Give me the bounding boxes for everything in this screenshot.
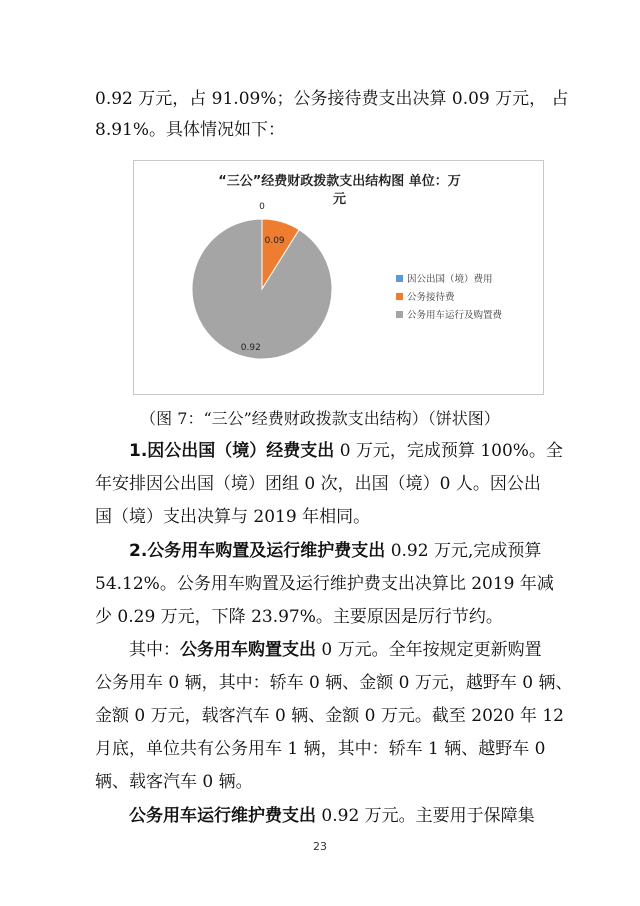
- section1-line-1-rest: 0 万元，完成预算 100%。全: [334, 441, 563, 461]
- section3-line-1-rest: 0 万元。全年按规定更新购置: [316, 640, 542, 660]
- section3-line-1: [129, 638, 542, 662]
- legend-item-vehicle: [396, 305, 502, 323]
- legend-label-vehicle: 公务用车运行及购置费: [407, 310, 503, 321]
- section1-heading: 1.因公出国（境）经费支出: [129, 441, 335, 461]
- section3-line-4: 月底，单位共有公务用车 1 辆，其中：轿车 1 辆、越野车 0: [95, 739, 546, 759]
- section3-line-3: 金额 0 万元，载客汽车 0 辆、金额 0 万元。截至 2020 年 12: [95, 706, 564, 726]
- data-label-vehicle: 0.92: [240, 343, 261, 354]
- section3-lead: 其中：: [129, 640, 180, 660]
- legend-swatch-vehicle: [396, 311, 403, 318]
- section2-line-1-rest: 0.92 万元,完成预算: [385, 541, 542, 561]
- section4-line-1-rest: 0.92 万元。主要用于保障集: [316, 806, 535, 826]
- page-number: 23: [313, 840, 327, 853]
- figure-caption: （图 7：“三公”经费财政拨款支出结构）（饼状图）: [140, 409, 500, 428]
- section3-line-2: 公务用车 0 辆，其中：轿车 0 辆、金额 0 万元，越野车 0 辆、: [95, 673, 573, 693]
- chart-title-line-1: “三公”经费财政拨款支出结构图 单位：万: [218, 174, 461, 189]
- section3-heading: 公务用车购置支出: [180, 640, 316, 660]
- section1-line-3: 国（境）支出决算与 2019 年相同。: [95, 507, 371, 527]
- chart-title-line-2: 元: [332, 192, 346, 207]
- legend-item-reception: [396, 287, 502, 305]
- pie-chart: [133, 160, 544, 395]
- section4-line-1: [129, 804, 535, 828]
- section2-heading: 2.公务用车购置及运行维护费支出: [129, 541, 386, 561]
- legend-item-overseas: [396, 269, 502, 287]
- legend-swatch-overseas: [396, 275, 403, 282]
- intro-line-1: 0.92 万元，占 91.09%；公务接待费支出决算 0.09 万元， 占: [95, 89, 569, 109]
- data-label-overseas: 0: [259, 202, 265, 212]
- pie-slice-vehicle: [192, 219, 332, 359]
- intro-line-2: 8.91%。具体情况如下：: [95, 120, 286, 140]
- section4-heading: 公务用车运行维护费支出: [129, 806, 316, 826]
- chart-legend: [396, 269, 502, 323]
- data-label-reception: 0.09: [264, 235, 285, 246]
- legend-swatch-reception: [396, 293, 403, 300]
- section2-line-3: 少 0.29 万元，下降 23.97%。主要原因是厉行节约。: [95, 607, 503, 627]
- legend-label-reception: 公务接待费: [407, 292, 455, 303]
- section1-line-1: [129, 439, 563, 463]
- section3-line-5: 辆、载客汽车 0 辆。: [95, 772, 253, 792]
- section2-line-1: [129, 539, 541, 563]
- section2-line-2: 54.12%。公务用车购置及运行维护费支出决算比 2019 年减: [95, 574, 554, 594]
- section1-line-2: 年安排因公出国（境）团组 0 次，出国（境）0 人。因公出: [95, 474, 541, 494]
- legend-label-overseas: 因公出国（境）费用: [407, 274, 493, 285]
